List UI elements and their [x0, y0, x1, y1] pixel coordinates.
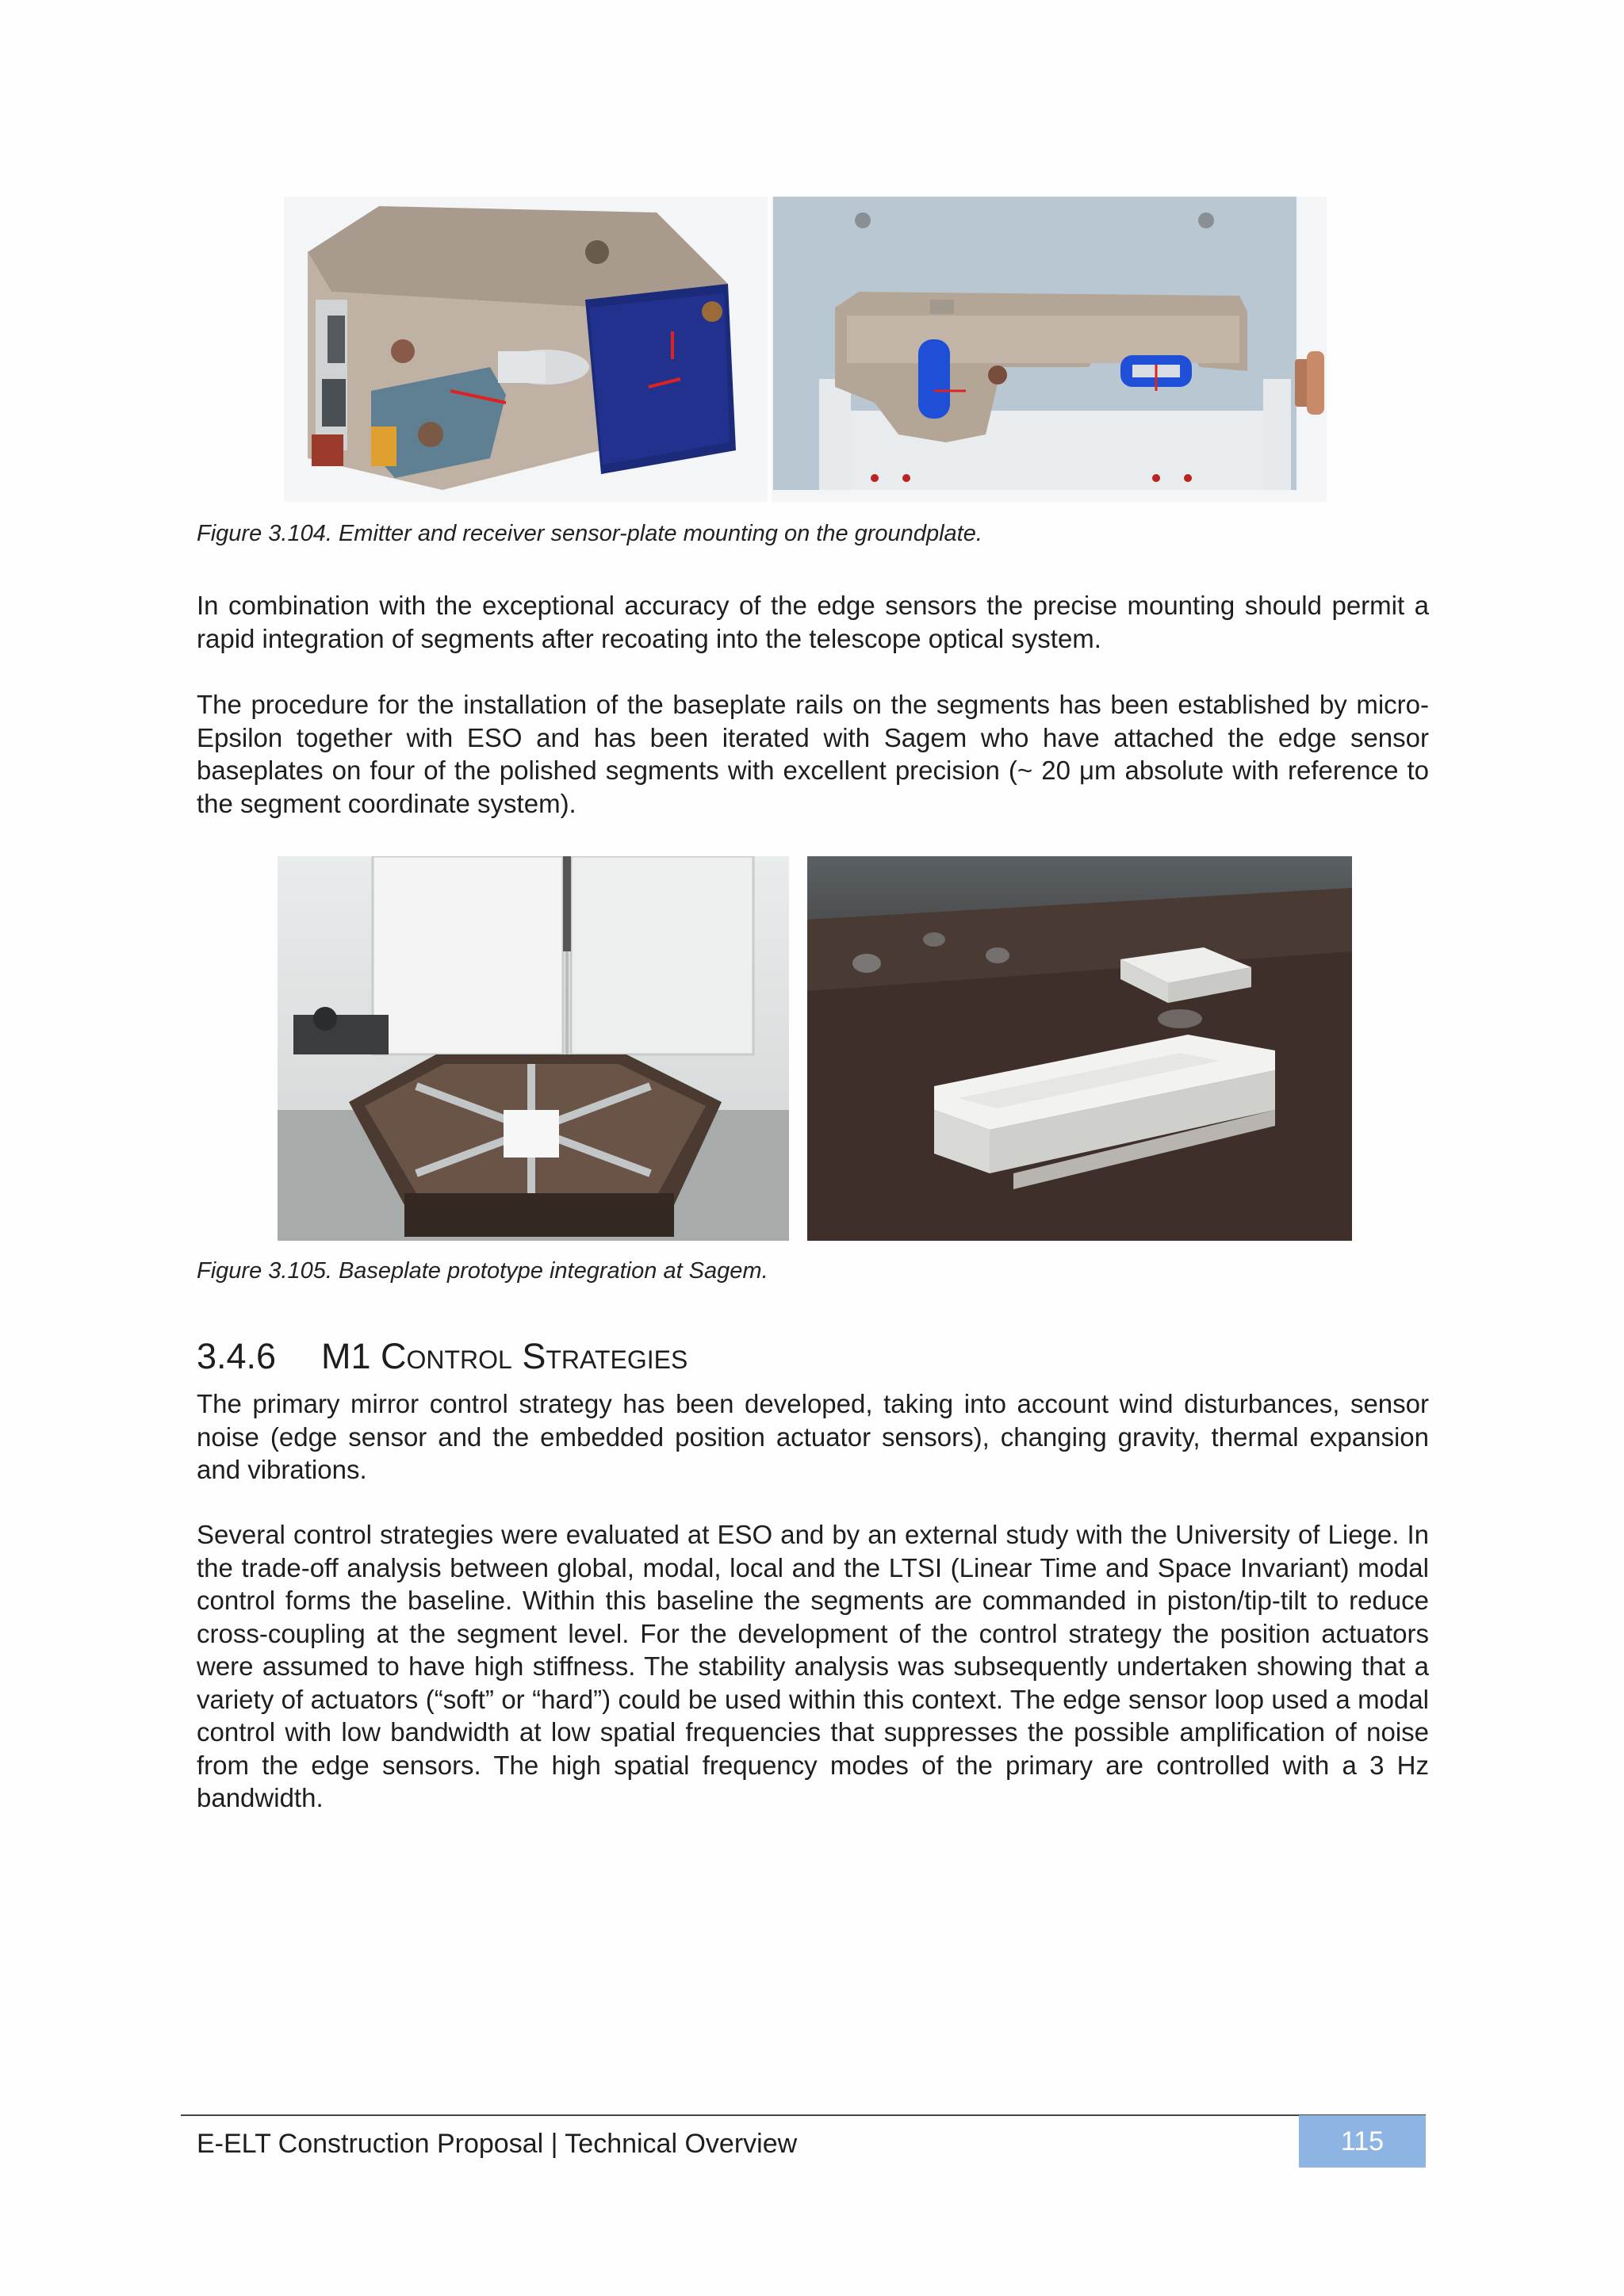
section-heading	[197, 1334, 1434, 1379]
section-title: M1 Control Strategies	[321, 1336, 688, 1376]
emitter-sensor-plate-render	[284, 197, 768, 502]
figure-caption: Figure 3.105. Baseplate prototype integration at Sagem.	[197, 1258, 768, 1284]
body-paragraph: Several control strategies were evaluated at ESO and by an external study with the University of Liege. In the trade-off analysis between global, modal, local and the LTSI (Linear Time and Space Invariant) modal control forms the baseline. Within this baseline the segments are commanded in piston/tip-tilt to reduce cross-coupling at the segment level. For the development of the control strategy the position actuators were assumed to have high stiffness. The stability analysis was subsequently undertaken showing that a variety of actuators (“soft” or “hard”) could be used within this context. The edge sensor loop used a modal control with low bandwidth at low spatial frequencies that suppresses the possible amplification of noise from the edge sensors. The high spatial frequency modes of the primary are controlled with a 3 Hz bandwidth.	[197, 1520, 1429, 1812]
body-paragraph: The procedure for the installation of the baseplate rails on the segments has been established by micro-Epsilon together with ESO and has been iterated with Sagem who have attached the edge sensor baseplates on four of the polished segments with excellent precision (~ 20 μm absolute with reference to the segment coordinate system).	[197, 690, 1429, 818]
footer-divider	[181, 2114, 1426, 2116]
body-paragraph: In combination with the exceptional accuracy of the edge sensors the precise mounting should permit a rapid integration of segments after recoating into the telescope optical system.	[197, 591, 1429, 653]
baseplate-closeup-photo	[807, 856, 1352, 1241]
body-paragraph: The primary mirror control strategy has been developed, taking into account wind disturbances, sensor noise (edge sensor and the embedded position actuator sensors), changing gravity, thermal expansion and vibrations.	[197, 1389, 1429, 1484]
segment-integration-jig-photo	[278, 856, 789, 1241]
receiver-sensor-plate-render	[772, 197, 1327, 502]
section-number: 3.4.6	[197, 1336, 277, 1376]
footer-title: E-ELT Construction Proposal | Technical Overview	[197, 2129, 798, 2159]
figure-caption: Figure 3.104. Emitter and receiver sensor-plate mounting on the groundplate.	[197, 521, 982, 546]
page-number-badge: 115	[1299, 2115, 1426, 2168]
